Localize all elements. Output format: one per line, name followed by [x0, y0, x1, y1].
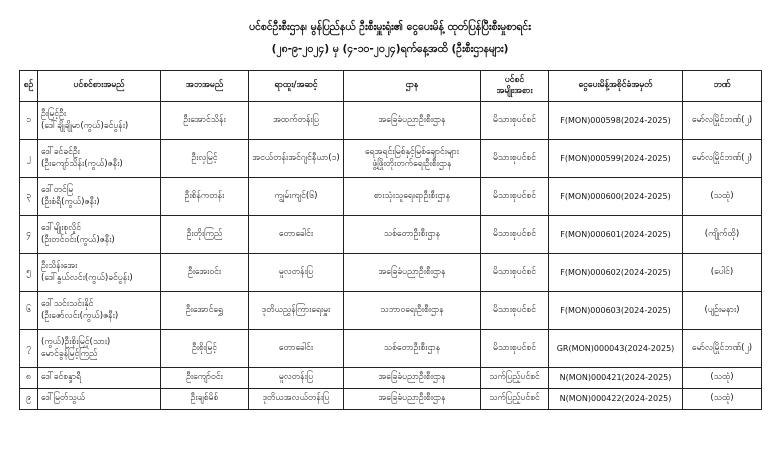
cell-name-line2: (ဦးတင်ဝင်း(ကွယ်)ဇနီး) [41, 234, 115, 245]
cell-father: ဦးစိုးမြင့် [161, 330, 249, 368]
cell-rank: အငယ်တန်းအင်ဂျင်နီယာ(၁) [249, 140, 344, 178]
cell-order-no: N(MON)000422(2024-2025) [549, 389, 683, 410]
header-dept: ဌာန [344, 71, 481, 102]
cell-bank: (သထုံ) [683, 368, 762, 389]
cell-no: ၄ [20, 216, 38, 254]
cell-name-line1: ဦးမြင့်ဦး [41, 109, 67, 119]
cell-rank: တောခေါင်း [249, 330, 344, 368]
cell-dept: သစ်တောဦးစီးဌာန [344, 330, 481, 368]
header-pension-type [481, 71, 549, 102]
cell-name-line1: ဒေါ်သင်းသင်းနိုင် [41, 299, 94, 309]
header-pension-type-line1: ပင်စင် [504, 74, 525, 85]
header-name: ပင်စင်စားအမည် [38, 71, 161, 102]
cell-father: ဦးတိုးကြည် [161, 216, 249, 254]
cell-father: ဦးစိန်ကတန်း [161, 178, 249, 216]
cell-no: ၂ [20, 140, 38, 178]
cell-dept [344, 140, 481, 178]
cell-name-line1: (ကွယ်)ဦးစိုးမြင့်(သား) [41, 337, 111, 347]
table-row [20, 254, 762, 292]
table-row [20, 140, 762, 178]
table-row [20, 292, 762, 330]
cell-rank: ဒုတိယအလယ်တန်းပြ [249, 389, 344, 410]
cell-order-no: F(MON)000598(2024-2025) [549, 102, 683, 140]
cell-name [38, 254, 161, 292]
cell-name-line2: (ဒေါ်နွယ်လင်း(ကွယ်)ခင်ပွန်း) [41, 272, 133, 283]
cell-type: မိသားစုပင်စင် [481, 140, 549, 178]
cell-bank: မော်လမြိုင်ဘဏ်(၂) [683, 330, 762, 368]
cell-no: ၈ [20, 368, 38, 389]
cell-name [38, 330, 161, 368]
cell-name [38, 140, 161, 178]
cell-dept-line1: ရေအရင်းမြစ်နှင့်မြစ်ချောင်းများ [365, 147, 459, 157]
cell-order-no: N(MON)000421(2024-2025) [549, 368, 683, 389]
cell-father: ဦးအောင်သိန်း [161, 102, 249, 140]
header-father: အဘအမည် [161, 71, 249, 102]
cell-bank: မော်လမြိုင်ဘဏ်(၂) [683, 102, 762, 140]
cell-father: ဦးချစ်မိစ် [161, 389, 249, 410]
cell-name-line2: မောင်ခွန်မြင့်ကြည် [41, 348, 98, 359]
cell-name-line2: (ဦးကျော်သိန်း(ကွယ်)ဇနီး) [41, 158, 123, 169]
cell-rank: အထက်တန်းပြ [249, 102, 344, 140]
cell-dept: အခြေခံပညာဦးစီးဌာန [344, 389, 481, 410]
cell-order-no: GR(MON)000043(2024-2025) [549, 330, 683, 368]
cell-dept: အခြေခံပညာဦးစီးဌာန [344, 368, 481, 389]
cell-name-line1: ဒေါ်တင်မြ [41, 185, 74, 195]
cell-dept: စားသုံးသူရေးရာဦးစီးဌာန [344, 178, 481, 216]
cell-dept: သစ်တောဦးစီးဌာန [344, 216, 481, 254]
cell-order-no: F(MON)000600(2024-2025) [549, 178, 683, 216]
cell-order-no: F(MON)000603(2024-2025) [549, 292, 683, 330]
cell-name [38, 292, 161, 330]
cell-name [38, 216, 161, 254]
cell-type: သက်ပြည့်ပင်စင် [481, 368, 549, 389]
table-row [20, 216, 762, 254]
date-range-subtitle: (၂၈-၉-၂၀၂၄) မှ (၄-၁၀-၂၀၂၄)ရက်နေ့အထိ (ဦးစီးဌာနများ) [271, 43, 509, 55]
cell-no: ၃ [20, 178, 38, 216]
cell-name: ဒေါ်မြတ်သွယ် [38, 389, 161, 410]
cell-rank: မူလတန်းပြ [249, 254, 344, 292]
document-title: ပင်စင်ဦးစီးဌာန၊ မွန်ပြည်နယ် ဦးစီးမှူးရုံး၏ ငွေပေးမိန့် ထုတ်ပြန်ပြီးစီးမှုစာရင်း [249, 21, 531, 33]
cell-bank: (သထုံ) [683, 178, 762, 216]
cell-no: ၉ [20, 389, 38, 410]
header-no: စဉ် [20, 71, 38, 102]
cell-rank: ဒုတိယညွှန်ကြားရေးမှူး [249, 292, 344, 330]
table-row [20, 102, 762, 140]
cell-bank: (ပေါင်) [683, 254, 762, 292]
header-bank: ဘဏ် [683, 71, 762, 102]
cell-name-line2: (ဦးစံရီ(ကွယ်)ဇနီး) [41, 196, 100, 207]
cell-type: မိသားစုပင်စင် [481, 216, 549, 254]
cell-rank: ကျွမ်းကျင်(၆) [249, 178, 344, 216]
cell-name-line1: ဦးသိန်းအေး [41, 261, 78, 271]
cell-dept-line2: ဖွံ့ဖြိုးတိုးတက်ရေးဦးစီးဌာန [372, 158, 452, 169]
cell-father: ဦးလှမြင့် [161, 140, 249, 178]
cell-bank: (ပျဉ်းမနား) [683, 292, 762, 330]
cell-father: ဦးအောင်ရွှေ [161, 292, 249, 330]
cell-rank: တောခေါင်း [249, 216, 344, 254]
cell-bank: (ကျိုက်ထို) [683, 216, 762, 254]
cell-dept: သဘာဝရေးဦးစီးဌာန [344, 292, 481, 330]
cell-dept: အခြေခံပညာဦးစီးဌာန [344, 254, 481, 292]
cell-order-no: F(MON)000601(2024-2025) [549, 216, 683, 254]
pension-order-table [19, 70, 762, 410]
table-row [20, 178, 762, 216]
cell-name [38, 102, 161, 140]
cell-type: သက်ပြည့်ပင်စင် [481, 389, 549, 410]
table-row [20, 368, 762, 389]
cell-name-line2: (ဒေါ်ချိုချိုမာ(ကွယ်)ခင်ပွန်း) [41, 120, 129, 131]
cell-rank: မူလတန်းပြ [249, 368, 344, 389]
cell-type: မိသားစုပင်စင် [481, 330, 549, 368]
cell-type: မိသားစုပင်စင် [481, 292, 549, 330]
cell-order-no: F(MON)000599(2024-2025) [549, 140, 683, 178]
cell-dept: အခြေခံပညာဦးစီးဌာန [344, 102, 481, 140]
cell-order-no: F(MON)000602(2024-2025) [549, 254, 683, 292]
table-row [20, 389, 762, 410]
table-header-row [20, 71, 762, 102]
cell-name: ဒေါ်ခင်စန္ဒာရီ [38, 368, 161, 389]
cell-name-line1: ဒေါ်မျိုးစုလှိုင် [41, 223, 82, 233]
cell-no: ၇ [20, 330, 38, 368]
header-order-no: ငွေပေးမိန့်အစိုင်ခံအမှတ် [549, 71, 683, 102]
header-pension-type-line2: အမျိုးအစား [496, 86, 533, 96]
header-rank: ရာထူး/အဆင့် [249, 71, 344, 102]
cell-type: မိသားစုပင်စင် [481, 178, 549, 216]
table-row [20, 330, 762, 368]
cell-no: ၅ [20, 254, 38, 292]
cell-name-line1: ဒေါ်ခင်ခင်ဦး [41, 147, 80, 157]
cell-name [38, 178, 161, 216]
cell-father: ဦးအေးဝင်း [161, 254, 249, 292]
cell-type: မိသားစုပင်စင် [481, 102, 549, 140]
cell-bank: မော်လမြိုင်ဘဏ်(၂) [683, 140, 762, 178]
cell-type: မိသားစုပင်စင် [481, 254, 549, 292]
cell-no: ၁ [20, 102, 38, 140]
cell-bank: (သထုံ) [683, 389, 762, 410]
cell-name-line2: (ဦးဇော်လင်း(ကွယ်)ဇနီး) [41, 310, 119, 321]
cell-father: ဦးကျော်ဝင်း [161, 368, 249, 389]
cell-no: ၆ [20, 292, 38, 330]
